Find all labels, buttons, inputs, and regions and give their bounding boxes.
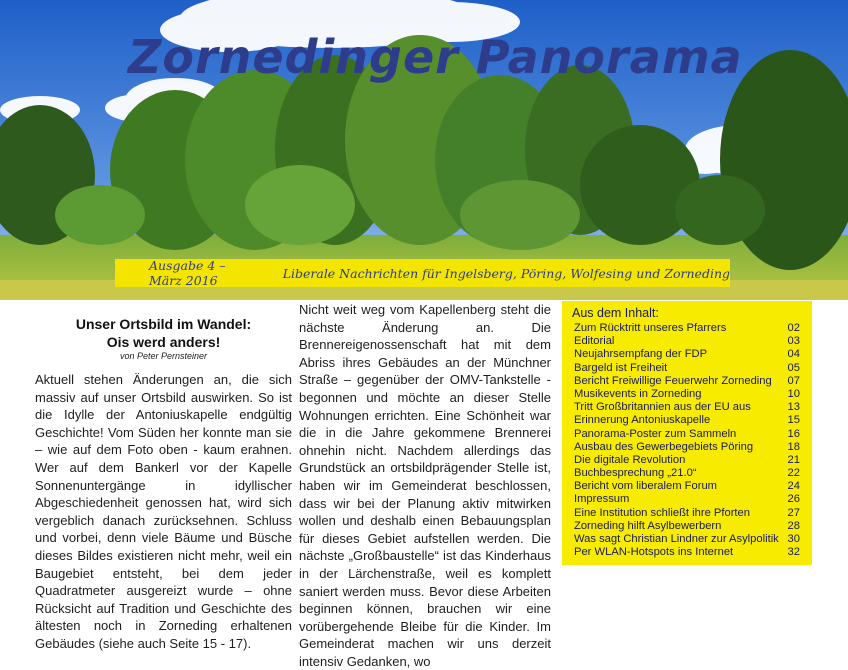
- toc-item-page: 03: [787, 335, 800, 348]
- issue-ribbon: [115, 259, 730, 287]
- toc-item[interactable]: [574, 454, 800, 467]
- toc-item[interactable]: [574, 401, 800, 414]
- toc-item-title: Per WLAN-Hotspots ins Internet: [574, 546, 734, 559]
- toc-title: Aus dem Inhalt:: [572, 306, 659, 320]
- toc-item-title: Was sagt Christian Lindner zur Asylpolitik: [574, 533, 779, 545]
- toc-item-title: Tritt Großbritannien aus der EU aus: [574, 401, 751, 414]
- table-of-contents: [562, 301, 812, 565]
- toc-item-page: 26: [787, 493, 800, 506]
- toc-item-page: 07: [787, 374, 800, 387]
- toc-list: [562, 322, 812, 559]
- article-headline-line-2: Ois werd anders!: [106, 334, 221, 350]
- toc-item-title: Bericht Freiwillige Feuerwehr Zorneding: [574, 374, 772, 387]
- toc-item[interactable]: [574, 414, 800, 427]
- toc-item[interactable]: [574, 493, 800, 506]
- article-column-2: [299, 301, 551, 670]
- toc-item[interactable]: [574, 348, 800, 361]
- toc-item-page: 22: [787, 467, 800, 480]
- toc-item-page: 27: [787, 506, 800, 519]
- toc-item-title: Bargeld ist Freiheit: [574, 361, 668, 374]
- toc-item-page: 16: [787, 427, 800, 440]
- toc-item[interactable]: [574, 520, 800, 533]
- toc-item[interactable]: [574, 322, 800, 335]
- toc-item[interactable]: [574, 388, 800, 401]
- toc-item-title: Zorneding hilft Asylbewerbern: [574, 519, 722, 532]
- tagline: Liberale Nachrichten für Ingelsberg, Pöring, Wolfesing und Zorneding: [282, 265, 730, 281]
- toc-item-page: 13: [787, 401, 800, 414]
- toc-item-title: Ausbau des Gewerbegebiets Pöring: [574, 440, 754, 453]
- toc-item-page: 28: [787, 519, 800, 532]
- toc-item-page: 15: [787, 414, 800, 427]
- toc-item[interactable]: [574, 546, 800, 559]
- toc-item-page: 05: [787, 361, 800, 374]
- toc-item-title: Bericht vom liberalem Forum: [574, 480, 717, 493]
- toc-item-page: 04: [787, 348, 800, 361]
- toc-item-title: Panorama-Poster zum Sammeln: [574, 427, 737, 440]
- toc-item[interactable]: [574, 467, 800, 480]
- toc-item-page: 30: [787, 533, 800, 545]
- article-headline-line-1: Unser Ortsbild im Wandel:: [75, 316, 252, 332]
- toc-item[interactable]: [574, 507, 800, 520]
- toc-item-page: 18: [787, 440, 800, 453]
- article-byline: von Peter Pernsteiner: [119, 351, 208, 361]
- article-column-1: [35, 300, 292, 653]
- toc-item-title: Impressum: [574, 493, 630, 506]
- toc-item[interactable]: [574, 428, 800, 441]
- toc-item-title: Neujahrsempfang der FDP: [574, 348, 708, 361]
- toc-item[interactable]: [574, 362, 800, 375]
- toc-item[interactable]: [574, 441, 800, 454]
- toc-item-title: Musikevents in Zorneding: [574, 387, 702, 400]
- toc-item-page: 02: [787, 322, 800, 334]
- toc-item-page: 24: [787, 480, 800, 493]
- article-body-col1: Aktuell stehen Änderungen an, die sich massiv auf unser Ortsbild auswirken. So ist die Idylle der Antoniuskapelle endgültig Geschichte! Vom Süden her konnte man sie – wie auf dem Foto oben - kaum erahnen. Wer auf dem Bankerl vor der Kapelle Sonnenuntergänge in idyllischer Abgeschiedenheit genossen hat, wird sich vergeblich danach zurücksehnen. Schluss und vorbei, denn viele Bäume und Büsche dieses Bildes existieren nicht mehr, weil ein Baugebiet entsteht, bei dem jeder Quadratmeter ausgereizt wurde – ohne Rücksicht auf Tradition und Geschichte des ältesten noch in Zorneding erhaltenen Gebäudes (siehe auch Seite 15 - 17).: [35, 372, 292, 651]
- article-body-col2: Nicht weit weg vom Kapellenberg steht die nächste Änderung an. Die Brennereigenossenschaft hat mit dem Abriss ihres Gebäudes an der Münchner Straße – gegenüber der OMV-Tankstelle - begonnen und möchte an dieser Stelle Wohnungen errichten. Eine Schönheit war die in die Jahre gekommene Brennerei ohnehin nicht. Nachdem allerdings das Grundstück an ortsbildprägender Stelle ist, haben wir im Gemeinderat beschlossen, dass wir bei der Planung aktiv mitwirken wollen und deshalb einen Bebauungsplan für dieses Gebiet aufstellen werden. Die nächste „Großbaustelle“ ist das Kinderhaus in der Lärchenstraße, weil es komplett saniert werden muss. Bevor diese Arbeiten beginnen können, brauchen wir eine vorübergehende Bleibe für die Kinder. Im Gemeinderat machen wir uns derzeit intensiv Gedanken, wo: [299, 302, 551, 669]
- toc-item-title: Erinnerung Antoniuskapelle: [574, 414, 711, 427]
- toc-item-page: 32: [787, 546, 800, 559]
- toc-item[interactable]: [574, 480, 800, 493]
- toc-item[interactable]: [574, 335, 800, 348]
- toc-item-title: Editorial: [574, 335, 615, 348]
- toc-item[interactable]: [574, 375, 800, 388]
- toc-item-title: Eine Institution schließt ihre Pforten: [574, 506, 750, 519]
- toc-item-page: 10: [787, 387, 800, 400]
- toc-item-page: 21: [787, 453, 800, 466]
- toc-item-title: Buchbesprechung „21.0“: [574, 467, 697, 480]
- masthead-title: Zornedinger Panorama: [128, 30, 743, 84]
- toc-item-title: Die digitale Revolution: [574, 453, 686, 466]
- toc-item[interactable]: [574, 533, 800, 546]
- issue-label: Ausgabe 4 – März 2016: [149, 258, 226, 288]
- toc-item-title: Zum Rücktritt unseres Pfarrers: [574, 322, 727, 334]
